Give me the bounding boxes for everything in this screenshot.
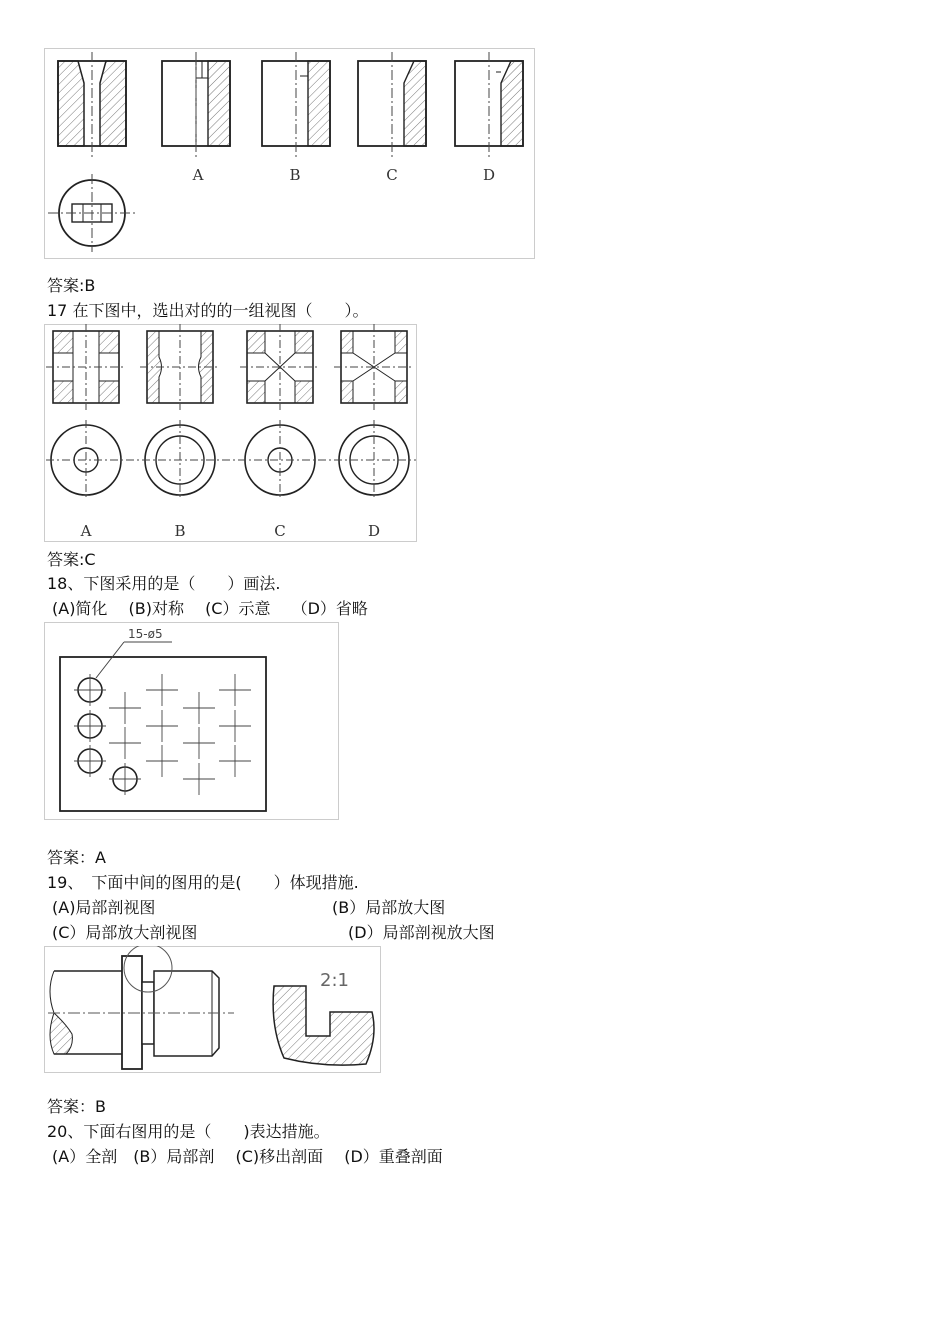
q18-drawing	[44, 622, 340, 822]
q16-top-view	[48, 174, 136, 252]
q19-scale-label: 2:1	[320, 970, 349, 991]
q16-label-a: A	[192, 166, 204, 184]
q19-detail-view	[273, 970, 374, 1065]
q16-drawing	[44, 48, 536, 260]
q17-label-c: C	[274, 522, 286, 540]
q17-drawing	[44, 324, 418, 544]
q17-option-a-front	[46, 324, 126, 410]
q16-option-a-drawing	[162, 52, 230, 158]
q19-option-b: (B）局部放大图	[332, 898, 446, 917]
q16-label-c: C	[386, 166, 398, 184]
q18-center-marks	[74, 674, 251, 795]
q20-options: (A）全剖 (B）局部剖 (C)移出剖面 (D）重叠剖面	[52, 1147, 443, 1166]
q17-label-a: A	[80, 522, 92, 540]
q17-question: 17 在下图中，选出对的的一组视图（ ）。	[47, 301, 369, 320]
q17-label-d: D	[367, 522, 381, 540]
q16-label-b: B	[289, 166, 301, 184]
q16-option-c-drawing	[358, 52, 426, 158]
q18-answer: 答案：A	[47, 848, 106, 867]
q17-answer: 答案:C	[47, 550, 96, 569]
q18-hole-label: 15-ø5	[128, 627, 163, 641]
q17-label-b: B	[174, 522, 186, 540]
q16-option-b-drawing	[262, 52, 330, 158]
q19-answer: 答案：B	[47, 1097, 106, 1116]
q19-question: 19、 下面中间的图用的是( ）体现措施.	[47, 873, 359, 892]
q16-option-d-drawing	[455, 52, 523, 158]
q19-figure	[44, 946, 382, 1076]
q17-option-d-front	[334, 324, 414, 410]
q16-answer: 答案:B	[47, 276, 96, 295]
q19-option-c: (C）局部放大剖视图	[52, 923, 198, 942]
q17-option-c-front	[240, 324, 320, 410]
q19-shaft	[48, 946, 234, 1069]
q17-option-b-front	[140, 324, 220, 410]
q18-options: (A)简化 (B)对称 (C）示意 （D）省略	[52, 599, 368, 618]
q18-figure	[44, 622, 340, 822]
q19-option-d: (D）局部剖视放大图	[348, 923, 495, 942]
q16-main-view	[58, 52, 126, 158]
q19-option-a: (A)局部剖视图	[52, 898, 156, 917]
q18-question: 18、下图采用的是（ ）画法.	[47, 574, 281, 593]
q16-figure	[44, 48, 536, 260]
q20-question: 20、下面右图用的是（ )表达措施。	[47, 1122, 330, 1141]
q18-holes	[78, 678, 137, 791]
q16-label-d: D	[482, 166, 496, 184]
q17-figure	[44, 324, 418, 544]
q19-drawing	[44, 946, 382, 1076]
q17-top-views	[46, 420, 416, 500]
